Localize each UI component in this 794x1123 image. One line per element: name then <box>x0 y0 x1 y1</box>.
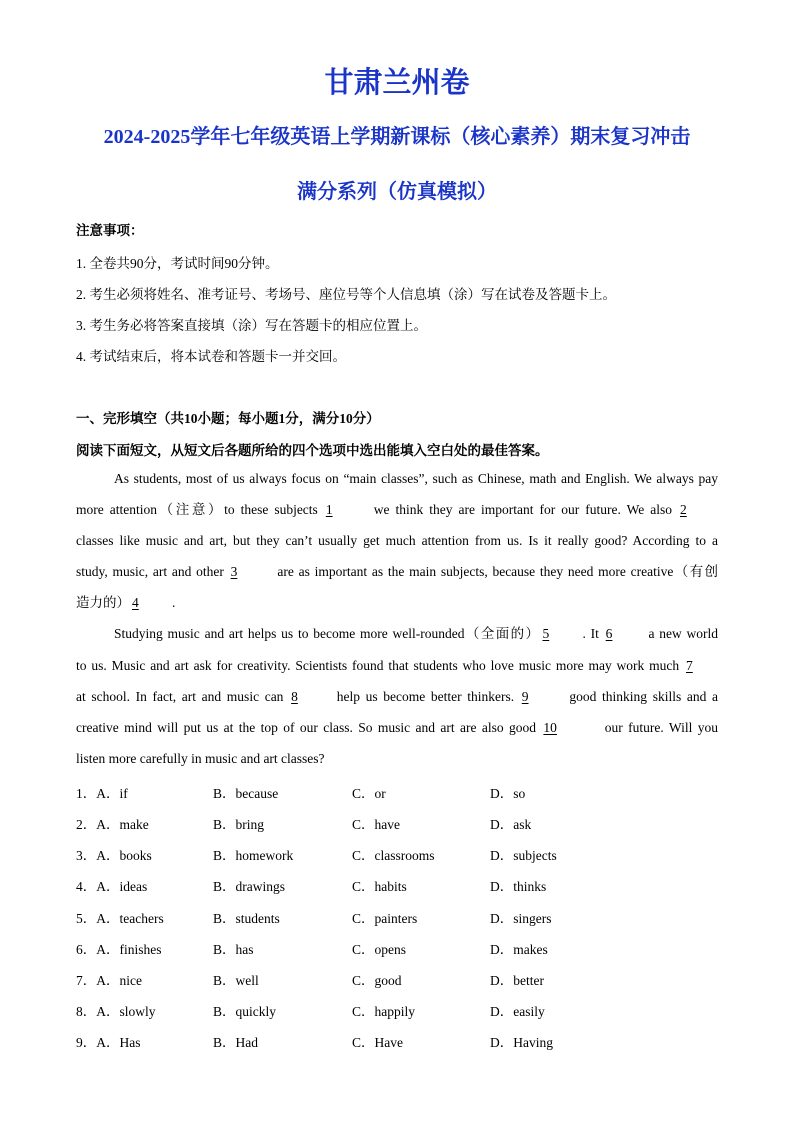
passage-line: classes like music and art, but they can’t usually get much attention from us. Is it really good? According to a <box>76 533 718 549</box>
option-c[interactable]: C．habits <box>352 879 407 894</box>
option-b[interactable]: B．bring <box>213 817 265 832</box>
passage-line: As students, most of us always focus on “main classes”, such as Chinese, math and English. We always pay <box>114 471 718 486</box>
option-d[interactable]: D．easily <box>490 1004 545 1019</box>
option-d[interactable]: D．Having <box>490 1035 553 1050</box>
passage-line: to us. Music and art ask for creativity. Scientists found that students who love music more may work much 7 <box>76 650 718 681</box>
option-d[interactable]: D．better <box>490 973 544 988</box>
notes-heading: 注意事项： <box>76 223 144 238</box>
option-c[interactable]: C．classrooms <box>352 848 435 863</box>
option-c[interactable]: C．or <box>352 786 386 801</box>
blank-5[interactable]: 5 <box>542 626 550 642</box>
blank-8[interactable]: 8 <box>291 688 298 704</box>
option-d[interactable]: D．subjects <box>490 848 557 863</box>
blank-1[interactable]: 1 <box>325 502 333 518</box>
section-heading: 一、完形填空（共10小题；每小题1分，满分10分） <box>76 411 380 426</box>
passage <box>76 463 718 774</box>
blank-9[interactable]: 9 <box>521 688 529 704</box>
passage-line: more attention（注意）to these subjects 1 we think they are important for our future. We also 2 <box>76 494 718 525</box>
option-b[interactable]: B．drawings <box>213 879 285 894</box>
exam-subtitle-line2: 满分系列（仿真模拟） <box>297 181 497 203</box>
option-b[interactable]: B．well <box>213 973 259 988</box>
passage-line: at school. In fact, art and music can 8 help us become better thinkers. 9 good thinking skills and a <box>76 681 718 712</box>
option-d[interactable]: D．thinks <box>490 879 547 894</box>
blank-4[interactable]: 4 <box>132 595 139 611</box>
option-b[interactable]: B．quickly <box>213 1004 276 1019</box>
blank-2[interactable]: 2 <box>680 502 687 518</box>
note-item: 2. 考生必须将姓名、准考证号、考场号、座位号等个人信息填（涂）写在试卷及答题卡上。 <box>76 287 616 302</box>
blank-7[interactable]: 7 <box>686 657 693 673</box>
option-a[interactable]: 1．A．if <box>76 786 128 801</box>
blank-10[interactable]: 10 <box>543 719 557 735</box>
option-c[interactable]: C．good <box>352 973 402 988</box>
note-item: 1. 全卷共90分，考试时间90分钟。 <box>76 256 279 271</box>
note-item: 3. 考生务必将答案直接填（涂）写在答题卡的相应位置上。 <box>76 318 427 333</box>
option-a[interactable]: 7．A．nice <box>76 973 142 988</box>
option-c[interactable]: C．have <box>352 817 400 832</box>
option-d[interactable]: D．makes <box>490 942 548 957</box>
section-instruction: 阅读下面短文，从短文后各题所给的四个选项中选出能填入空白处的最佳答案。 <box>76 443 549 458</box>
option-a[interactable]: 2．A．make <box>76 817 149 832</box>
option-b[interactable]: B．students <box>213 911 280 926</box>
option-d[interactable]: D．ask <box>490 817 532 832</box>
option-a[interactable]: 9．A．Has <box>76 1035 141 1050</box>
blank-6[interactable]: 6 <box>605 626 613 642</box>
option-c[interactable]: C．happily <box>352 1004 415 1019</box>
passage-line: creative mind will put us at the top of our class. So music and art are also good 10 our future. Will you <box>76 712 718 743</box>
passage-line: 造力的） 4 . <box>76 587 718 618</box>
page-title: 甘肃兰州卷 <box>324 67 470 99</box>
passage-line: study, music, art and other 3 are as important as the main subjects, because they need more creative（有创 <box>76 556 718 587</box>
option-a[interactable]: 4．A．ideas <box>76 879 148 894</box>
option-b[interactable]: B．has <box>213 942 254 957</box>
passage-line: Studying music and art helps us to become more well-rounded（全面的） 5 . It 6 a new world <box>76 618 718 649</box>
option-d[interactable]: D．singers <box>490 911 552 926</box>
option-d[interactable]: D．so <box>490 786 526 801</box>
option-a[interactable]: 8．A．slowly <box>76 1004 156 1019</box>
option-c[interactable]: C．opens <box>352 942 406 957</box>
note-item: 4. 考试结束后，将本试卷和答题卡一并交回。 <box>76 349 346 364</box>
option-b[interactable]: B．because <box>213 786 279 801</box>
blank-3[interactable]: 3 <box>230 564 238 580</box>
option-b[interactable]: B．homework <box>213 848 294 863</box>
passage-line: listen more carefully in music and art classes? <box>76 750 325 766</box>
option-c[interactable]: C．Have <box>352 1035 403 1050</box>
option-b[interactable]: B．Had <box>213 1035 258 1050</box>
option-a[interactable]: 3．A．books <box>76 848 152 863</box>
exam-subtitle-line1: 2024-2025学年七年级英语上学期新课标（核心素养）期末复习冲击 <box>103 126 691 148</box>
option-a[interactable]: 5．A．teachers <box>76 911 164 926</box>
option-a[interactable]: 6．A．finishes <box>76 942 162 957</box>
option-c[interactable]: C．painters <box>352 911 418 926</box>
